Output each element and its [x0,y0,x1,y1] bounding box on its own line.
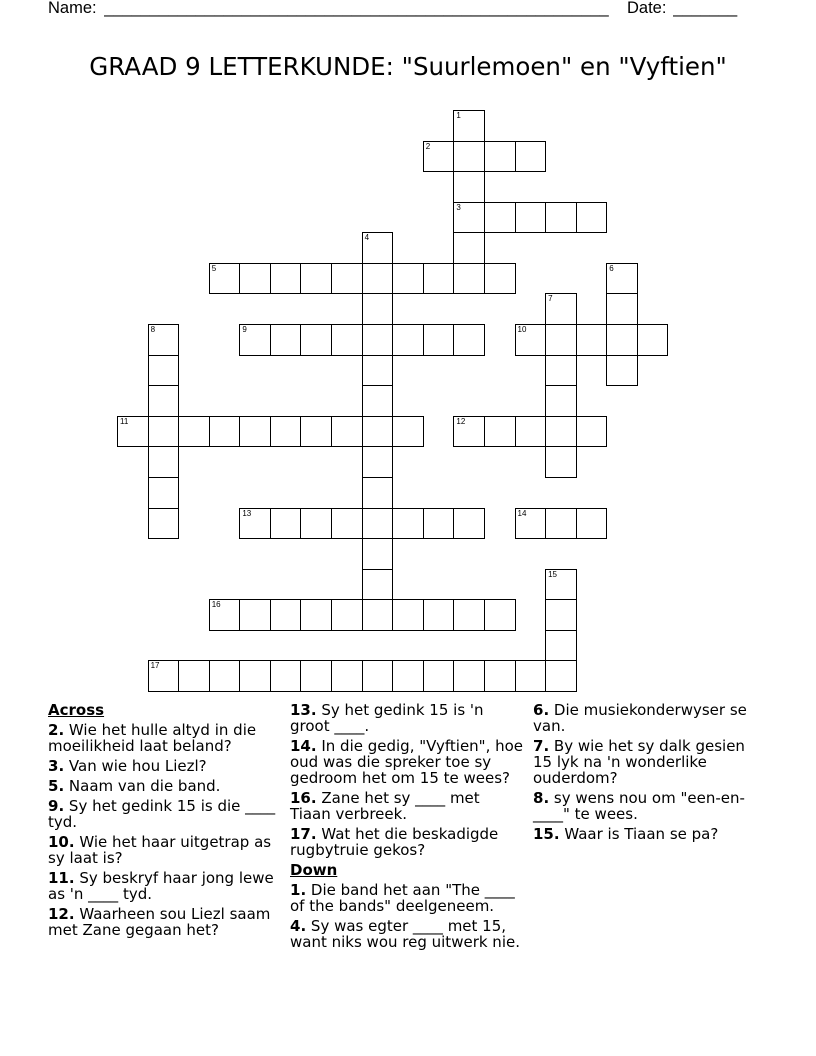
grid-cell [515,660,547,692]
grid-cell [545,355,577,387]
clue-down-8 [533,790,761,822]
clue-number: 7 . [533,737,549,755]
grid-cell [239,599,271,631]
clue-text: Sy het gedink 15 is die ____ tyd. [48,797,276,831]
grid-cell [453,202,485,234]
clue-text: Wie het hulle altyd in die moeilikheid laat beland? [48,721,257,755]
grid-cell [178,416,210,448]
page-title: GRAAD 9 LETTERKUNDE: "Suurlemoen" en "Vyftien" [89,52,727,81]
grid-cell [270,416,302,448]
grid-cell [362,599,394,631]
grid-cell [178,660,210,692]
grid-number: 16 [211,600,221,610]
grid-cell [331,263,363,295]
grid-cell [606,355,638,387]
grid-cell [148,660,180,692]
clue-text: Sy het gedink 15 is 'n groot ____. [290,701,484,735]
grid-cell [576,202,608,234]
clue-down-15 [533,826,761,842]
grid-cell [392,660,424,692]
clue-across-10 [48,834,276,866]
grid-number: 15 [548,569,558,579]
grid-cell [270,324,302,356]
grid-cell [606,293,638,325]
grid-number: 10 [517,325,527,335]
clue-across-5 [48,778,276,794]
clue-number: 5 . [48,777,64,795]
grid-cell [545,416,577,448]
clue-column-2 [290,702,525,954]
clue-number: 4 . [290,917,306,935]
grid-number: 5 [211,263,217,273]
grid-cell [239,660,271,692]
grid-number: 9 [242,325,247,335]
grid-cell [423,660,455,692]
clue-down-1 [290,882,525,914]
grid-cell [576,324,608,356]
grid-number: 2 [425,141,431,151]
grid-number: 8 [150,325,156,335]
grid-cell [270,599,302,631]
grid-cell [453,508,485,540]
clue-text: Die band het aan "The ____ of the bands" deelgeneem. [290,881,515,915]
grid-cell [362,385,394,417]
grid-cell [209,599,241,631]
grid-number: 17 [150,661,160,671]
clue-across-14 [290,738,525,786]
grid-cell [300,508,332,540]
grid-cell [300,324,332,356]
grid-cell [117,416,149,448]
grid-cell [453,110,485,142]
grid-cell [209,263,241,295]
grid-cell [239,324,271,356]
grid-cell [362,232,394,264]
grid-number: 13 [242,508,252,518]
grid-cell [148,446,180,478]
grid-cell [484,141,516,173]
grid-cell [453,171,485,203]
grid-cell [545,324,577,356]
grid-cell [239,263,271,295]
grid-cell [545,569,577,601]
clue-down-6 [533,702,761,734]
clue-text: Van wie hou Liezl? [68,757,207,775]
grid-cell [209,416,241,448]
grid-cell [545,202,577,234]
clue-column-3 [533,702,761,846]
clue-number: 16 . [290,789,317,807]
grid-cell [453,263,485,295]
clue-across-11 [48,870,276,902]
clue-text: Waar is Tiaan se pa? [564,825,719,843]
grid-cell [331,416,363,448]
clue-across-17 [290,826,525,858]
grid-cell [362,324,394,356]
grid-cell [545,446,577,478]
name-blank-line: _______________________________________________________ [104,0,609,17]
clue-number: 9 . [48,797,64,815]
clue-across-12 [48,906,276,938]
clue-number: 15 . [533,825,560,843]
clue-number: 11 . [48,869,75,887]
clue-text: sy wens nou om "een-en-____" te wees. [533,789,745,823]
grid-cell [484,660,516,692]
clue-number: 17 . [290,825,317,843]
grid-cell [545,630,577,662]
grid-cell [300,263,332,295]
grid-cell [362,446,394,478]
grid-cell [331,660,363,692]
clue-across-2 [48,722,276,754]
clue-text: By wie het sy dalk gesien 15 lyk na 'n wonderlike ouderdom? [533,737,745,787]
grid-cell [423,141,455,173]
grid-cell [423,508,455,540]
clue-column-1 [48,702,276,942]
grid-cell [270,660,302,692]
grid-cell [423,263,455,295]
grid-cell [515,324,547,356]
clue-text: In die gedig, "Vyftien", hoe oud was die spreker toe sy gedroom het om 15 te wees? [290,737,524,787]
clue-number: 3 . [48,757,64,775]
grid-cell [148,508,180,540]
grid-cell [270,263,302,295]
grid-cell [362,355,394,387]
grid-cell [362,477,394,509]
grid-cell [515,416,547,448]
grid-cell [484,263,516,295]
grid-cell [453,324,485,356]
grid-number: 14 [517,508,527,518]
grid-cell [515,141,547,173]
clue-across-3 [48,758,276,774]
grid-cell [545,385,577,417]
name-label: Name: [48,0,97,17]
grid-cell [270,508,302,540]
grid-cell [576,508,608,540]
grid-cell [515,508,547,540]
clue-text: Naam van die band. [68,777,221,795]
across-heading: Across [48,701,105,719]
grid-cell [300,660,332,692]
grid-cell [545,293,577,325]
grid-number: 7 [548,294,553,304]
grid-cell [637,324,669,356]
grid-cell [362,508,394,540]
grid-cell [545,599,577,631]
clue-number: 12 . [48,905,75,923]
grid-cell [362,416,394,448]
grid-cell [453,141,485,173]
grid-cell [423,324,455,356]
clue-text: Sy beskryf haar jong lewe as 'n ____ tyd. [48,869,274,903]
grid-cell [362,293,394,325]
clue-number: 1 . [290,881,306,899]
clue-across-16 [290,790,525,822]
clue-text: Wie het haar uitgetrap as sy laat is? [48,833,272,867]
grid-number: 12 [456,416,466,426]
clue-text: Waarheen sou Liezl saam met Zane gegaan het? [48,905,271,939]
grid-number: 11 [120,416,129,426]
clue-number: 8 . [533,789,549,807]
grid-cell [392,416,424,448]
grid-cell [148,477,180,509]
grid-cell [484,202,516,234]
grid-cell [300,416,332,448]
grid-cell [209,660,241,692]
clue-number: 10 . [48,833,75,851]
clue-number: 6 . [533,701,549,719]
grid-cell [148,324,180,356]
grid-cell [606,324,638,356]
grid-cell [239,416,271,448]
grid-cell [148,355,180,387]
down-heading: Down [290,861,338,879]
grid-cell [515,202,547,234]
grid-cell [576,416,608,448]
grid-cell [484,416,516,448]
grid-cell [300,599,332,631]
grid-cell [545,660,577,692]
date-label: Date: [627,0,667,17]
grid-cell [239,508,271,540]
grid-cell [362,569,394,601]
grid-cell [362,660,394,692]
clue-down-4 [290,918,525,950]
grid-cell [362,538,394,570]
grid-cell [331,599,363,631]
grid-number: 1 [456,111,461,120]
grid-cell [392,508,424,540]
clue-number: 14 . [290,737,317,755]
grid-number: 6 [609,263,614,273]
clue-text: Zane het sy ____ met Tiaan verbreek. [290,789,480,823]
clue-across-13 [290,702,525,734]
grid-cell [545,508,577,540]
grid-cell [148,416,180,448]
grid-cell [484,599,516,631]
grid-cell [453,232,485,264]
grid-number: 3 [456,202,461,212]
grid-cell [423,599,455,631]
clue-across-9 [48,798,276,830]
grid-number: 4 [364,233,370,243]
grid-cell [331,324,363,356]
grid-cell [453,416,485,448]
clue-text: Sy was egter ____ met 15, want niks wou reg uitwerk nie. [290,917,520,951]
grid-cell [392,599,424,631]
grid-cell [606,263,638,295]
clue-number: 13 . [290,701,317,719]
clue-down-7 [533,738,761,786]
clue-text: Wat het die beskadigde rugbytruie gekos? [290,825,499,859]
grid-cell [148,385,180,417]
grid-cell [362,263,394,295]
grid-cell [392,324,424,356]
grid-cell [392,263,424,295]
grid-cell [331,508,363,540]
date-blank-line: _______ [673,0,738,17]
clue-number: 2 . [48,721,64,739]
grid-cell [453,660,485,692]
grid-cell [453,599,485,631]
clue-text: Die musiekonderwyser se van. [533,701,747,735]
